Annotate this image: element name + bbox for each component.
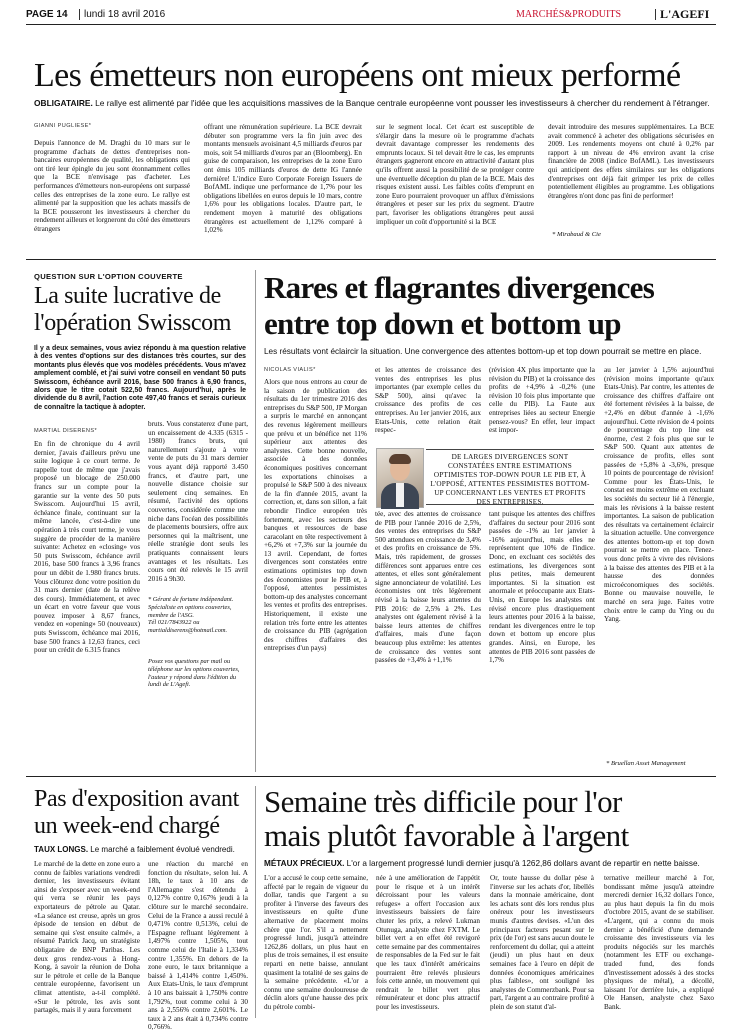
page-header <box>26 8 716 22</box>
article4-headline-line1: Pas d'exposition avant <box>34 786 239 812</box>
column-divider-left <box>255 270 256 772</box>
header-rule <box>26 24 716 25</box>
pull-quote <box>426 449 594 505</box>
page-number: PAGE 14 <box>26 9 68 20</box>
article2-signature <box>148 596 248 656</box>
article1-footnote: * Mirabaud & Cie <box>552 231 601 238</box>
article2-col2: bruts. Vous constaterez d'une part, un encaissement de 4.335 (6315 - 1980) francs bruts, qui naturellement s'ajoute à votre vente de puts du 31 mars dernier vous ayant déjà rapporté 3.450 francs, et d'autre part, une nouvelle distance choisie sur seulement cinq semaines. En résumé, l'activité des options couvertes, considérée comme une niche dans l'océan des possibilités de placements boursiers, offre aux personnes qui la maîtrisent, une réelle stratégie dont seuls les pratiquants connaissent leurs avantages et les résultats. Les cours ont été relevés le 15 avril 2016 à 9h30. <box>148 420 248 583</box>
article1-deck <box>34 98 714 108</box>
article4-kicker: TAUX LONGS. <box>34 845 89 854</box>
article3-col1: Alors que nous entrons au cœur de la saison de publication des résultats du 1er trimestre 2016 des entreprises du S&P 500, JP Morgan a surpris le marché en annonçant des revenus légèrement meilleurs que prévu et un bénéfice net 11% supérieur aux attentes des analystes. Cette bonne nouvelle, associée à des données économiques positives concernant les exportations chinoises a propulsé le S&P 500 à des niveaux de la fin d'année 2015, avant la correction, et, dans son sillon, a fait rebondir l'indice européen très fortement, avec les secteurs des banques et ressources de base caracolant en tête respectivement à +6,2% et +7,3% sur la journée du 13 avril. Cependant, de fortes divergences sont constatées entre estimations optimistes top down des économistes pour le PIB et, à l'opposé, attentes pessimistes bottom-up des analystes concernant les ventes et profits des entreprises. Historiquement, il existe une relation très forte entre les attentes de croissance du PIB (agrégation des chiffres d'affaires des entreprises d'un pays) <box>264 378 367 653</box>
header-separator-right <box>655 9 656 20</box>
header-separator <box>79 9 80 20</box>
article5-kicker: MÉTAUX PRÉCIEUX. <box>264 859 345 868</box>
article1-col2: offrant une rémunération supérieure. La BCE devrait débuter son programme vers la fin juin avec des montants mensuels avoisinant 4,5 milliards d'euros par mois, soit 54 milliards d'euros par an (Bloomberg). En guise de comparaison, les entreprises de la zone Euro ont émis 105 milliards d'euros de dette IG l'année dernière! L'indice Euro Corporate Foreign Issuers de BofAML indique une performance de 1,7% pour les obligations libellées en euros depuis le 10 mars, contre 1,6% pour les obligations locales. D'autre part, le rendement moyen à maturité des obligations étrangères est actuellement de 1,12% comparé à 1,02% <box>204 123 362 235</box>
author-photo-hair <box>389 454 411 464</box>
article3-byline: NICOLAS VIALIS* <box>264 367 316 373</box>
article2-headline-line2: l'opération Swisscom <box>34 310 231 336</box>
article5-headline-line1: Semaine très difficile pour l'or <box>264 784 622 819</box>
article2-contact-note: Posez vos questions par mail ou téléphone sur les options couvertes, l'auteur y répond dans l'édition du lundi de L'Agefi. <box>148 658 240 689</box>
article2-signature-line2: Tél 021/7843922 ou martialdiserens@hotmail.com. <box>148 619 228 635</box>
section-divider-2 <box>26 776 716 777</box>
page-date: lundi 18 avril 2016 <box>84 9 166 20</box>
section-divider-1 <box>26 259 716 260</box>
brand-logo: L'AGEFI <box>660 7 710 21</box>
article5-deck-text: L'or a largement progressé lundi dernier jusqu'à 1262,86 dollars avant de repartir en nette baisse. <box>344 859 700 868</box>
article1-kicker: OBLIGATAIRE. <box>34 98 93 108</box>
section-name: MARCHÉS&PRODUITS <box>516 9 622 20</box>
article5-col4: ternative meilleur marché à l'or, bondissant même jusqu'à atteindre mercredi dernier 16,32 dollars l'once, au plus haut depuis la fin du mois d'octobre 2015, avant de se stabiliser. «L'argent, qui a connu du mois dernier a bénéficié d'une demande croissante des investisseurs via les produits négociés sur les marchés (notamment les ETF ou exchange-traded fund, des fonds d'investissement adossés à des stocks physiques de métal), a décollé, laissant l'or derrière lui», a expliqué Ole Hansen, analyste chez Saxo Bank. <box>604 874 714 1011</box>
article1-col3: sur le segment local. Cet écart est susceptible de s'élargir dans la mesure où le programme d'achats devrait davantage compresser les rendements des emprunts locaux. Si tel devait être le cas, les emprunts étrangers gagneront encore en attractivité d'autant plus qu'ils offrent aussi la possibilité de se protéger contre une éventuelle déception du plan de la BCE. Mais des risques existent aussi. Les faibles coûts d'emprunt en zone Euro pourraient provoquer un afflux d'émissions étrangères et peser sur les prix du segment. D'autre part, favoriser les obligations étrangères peut aussi impliquer un coût d'opportunité si la BCE <box>376 123 534 226</box>
article5-headline-line2: mais plutôt favorable à l'argent <box>264 818 629 853</box>
article5-col3: Or, toute hausse du dollar pèse à l'inverse sur les achats d'or, libellés dans la monnaie américaine, dont les achats sont dès lors rendus plus onéreux pour les investisseurs munis d'autres devises. «L'un des principaux facteurs pesant sur le prix (de l'or) est sans aucun doute le renforcement du dollar, qui a atteint (jeudi) un plus haut en deux semaines face à l'euro en dépit de données économiques américaines plus faibles», ont souligné les analystes de Commerzbank. Pour sa part, l'argent a au contraire profité à plein de son statut d'al- <box>490 874 594 1011</box>
article5-col1: L'or a accusé le coup cette semaine, affecté par le regain de vigueur du dollar, tandis que l'argent a su profiter à l'inverse des faveurs des investisseurs en quête d'une alternative de placement moins chère que l'or. S'il a nettement progressé lundi, jusqu'à atteindre 1262,86 dollars, un plus haut en plus de trois semaines, il est ensuite reparti en nette baisse, annulant quasiment la totalité de ses gains de la semaine précédente. «L'or a connu une semaine douloureuse de déclin alors qu'une hausse des prix du pétrole combi- <box>264 874 368 1011</box>
article1-col1: Depuis l'annonce de M. Draghi du 10 mars sur le programme d'achats de dettes d'entreprises non-bancaires européennes de qualité, les obligations qui ont tiré leur épingle du jeu sont étonnamment celles que la BCE n'envisage pas d'acheter. Les performances d'émetteurs non-européens ont surpassé celles des entreprises de la zone euro. Le rallye est alimenté par la supposition que les achats massifs de la BCE pousseront les investisseurs à chercher du rendement ailleurs et lorgneront du côté des émetteurs étrangers <box>34 139 190 233</box>
article4-headline-line2: un week-end chargé <box>34 813 220 839</box>
article3-col3b: tant puisque les attentes des chiffres d'affaires du secteur pour 2016 sont passées de -1% au 1er janvier à -16% aujourd'hui, mais elles ne représentent que 10% de l'indice. Donc, en excluant ces sociétés des estimations, les divergences sont plus petites, mais demeurent importantes. Si la situation est anormale et préoccupante aux Etats-Unis, en Europe les analystes ont révisé encore plus drastiquement leurs attentes pour 2016 à la baisse, rendant les divergences entre le top down et bottom up encore plus grandes. Ainsi, en Europe, les attentes de PIB 2016 sont passées de 1,7% <box>489 510 595 665</box>
article3-col2a: et les attentes de croissance des ventes des entreprises les plus importantes (par exemple celles du S&P 500), ainsi qu'avec la croissance des profits de ces entreprises. Au 1er janvier 2016, aux Etats-Unis, cette relation était respec- <box>375 366 481 435</box>
pull-quote-text: DE LARGES DIVERGENCES SONT CONSTATÉES ENTRE ESTIMATIONS OPTIMISTES TOP-DOWN POUR LE PIB ET, À L'OPPOSÉ, ATTENTES PESSIMISTES BOTTOM-UP CONCERNANT LES VENTES ET PROFITS DES ENTREPRISES. <box>430 453 590 506</box>
article5-col2: née à une amélioration de l'appétit pour le risque et à un intérêt décroissant pour les valeurs refuges» a offert l'occasion aux investisseurs baissiers de faire chuter les prix, a relevé Lukman Otunuga, analyste chez FXTM. Le billet vert a en effet été revigoré cette semaine par des commentaires de responsables de la Fed sur le fait que les taux d'intérêt américains pourraient être relevés plusieurs fois cette année, un mouvement qui rendrait le billet vert plus rémunérateur et donc plus attractif pour les investisseurs. <box>376 874 480 1011</box>
article3-col2b: tée, avec des attentes de croissance de PIB pour l'année 2016 de 2,5%, des ventes des entreprises du S&P 500 attendues en croissance de 3,4% et des profits en croissance de 5%. Mais, très rapidement, de grosses différences sont apparues entre ces attentes, et elles sont généralement signe annonciateur de volatilité. Les économistes ont très légèrement révisé à la baisse leurs attentes du PIB 2016: de 2,5% à 2%. Les analystes ont également révisé à la baisse leurs attentes de chiffres d'affaires, mais d'une façon beaucoup plus extrême: les attentes de croissance des ventes sont passées de +3,4% à +1,1% <box>375 510 481 665</box>
article2-byline: MARTIAL DISERENS* <box>34 428 98 434</box>
article1-byline: GIANNI PUGLIESE* <box>34 123 92 129</box>
author-photo-shirt <box>396 483 404 507</box>
article2-deck: Il y a deux semaines, vous aviez répondu à ma question relative à des ventes d'options sur des distances très courtes, sur des montants plus élevés que vos modèles précédents. Vous m'avez amplement comblé, et j'ai suivi votre conseil en vendant 50 puts Swisscom, échéance avril 2016, base 500 francs à 6,90 francs, alors que le titre cotait 522,50 francs. Aujourd'hui, après le dividende du 8 avril, l'action cote 497,40 francs et serais curieux de connaître la tactique à adopter. <box>34 345 246 411</box>
article3-deck: Les résultats vont éclaircir la situation. Une convergence des attentes bottom-up et top down pourrait se mettre en place. <box>264 347 702 356</box>
article4-col2: une réaction du marché en fonction du résultat», selon lui. A 18h, le taux à 10 ans de l'Allemagne s'est détendu à 0,127% contre 0,167% jeudi à la clôture sur le marché secondaire. Celui de la France a aussi reculé à 0,471% contre 0,513%, celui de l'Espagne refluant légèrement à 1,497% contre 1,505%, tout comme celui de l'Italie à 1,334% contre 1,355%. En dehors de la zone euro, le taux britannique a baissé à 1,414% contre 1,450%. Aux Etats-Unis, le taux d'emprunt à 10 ans baissait à 1,750% contre 1,792%, tout comme celui à 30 ans à 2,556% contre 2,601%. Le taux à 2 ans était à 0,734% contre 0,766%. <box>148 860 248 1032</box>
author-photo <box>376 448 424 508</box>
article1-headline: Les émetteurs non européens ont mieux performé <box>34 57 681 94</box>
article4-col1: Le marché de la dette en zone euro a connu de faibles variations vendredi dernier, les investisseurs évitant ainsi de s'exposer avec un week-end qui verra se réunir les pays exportateurs de pétrole au Qatar. «La séance est creuse, après un gros épisode de tension en début de semaine qui s'est ensuite calmé», a résumé Patrick Jacq, un stratégiste obligataire de BNP Paribas. Les deux gros rendez-vous à Hong-Kong, à savoir la réunion de Doha sur le pétrole et celle de la Banque centrale européenne, favorisent un climat attentiste, a-t-il complété. «Sur le pétrole, les avis sont partagés, mais il y aura forcement <box>34 860 140 1015</box>
article4-deck <box>34 845 248 855</box>
article2-headline-line1: La suite lucrative de <box>34 283 221 309</box>
article2-rubric: QUESTION SUR L'OPTION COUVERTE <box>34 272 183 281</box>
article5-deck <box>264 859 714 869</box>
article3-headline-line1: Rares et flagrantes divergences <box>264 270 655 305</box>
article1-deck-text: Le rallye est alimenté par l'idée que les acquisitions massives de la Banque centrale européenne vont pousser les investisseurs à chercher du rendement à l'étranger. <box>92 98 710 108</box>
article3-headline-line2: entre top down et bottom up <box>264 306 621 341</box>
article4-deck-text: Le marché a faiblement évolué vendredi. <box>88 845 235 854</box>
article1-col4: devait introduire des mesures supplémentaires. La BCE avait commencé à acheter des obligations sécurisées en 2009. Les rendements moyens ont chuté à 0,2% par rapport à un niveau de 4% environ avant la crise financière de 2008 (indice BofAML). Les investisseurs qui anticipent des effets similaires sur les obligations d'entreprises ont déjà fait grimper les prix de celles potentiellement éligibles au programme. Les obligations étrangères n'ont donc pas fini de performer! <box>548 123 714 200</box>
article2-signature-line1: * Gérant de fortune indépendant. Spécialiste en options couvertes, membre de l'ASG. <box>148 596 234 619</box>
article3-col3a: (révision 4X plus importante que la révision du PIB) et la croissance des profits de +4,9% à -0,2% (une révision 10 fois plus importante que celle du PIB). La Faute aux entreprises liées au secteur Energie pensez-vous? En effet, leur impact est impor- <box>489 366 595 435</box>
article3-col4: au 1er janvier à 1,5% aujourd'hui (révision moins importante qu'aux Etats-Unis). Par contre, les attentes de croissance des chiffres d'affaire ont été fortement révisées à la baisse, de +2,4% en début d'année à -1,6% aujourd'hui. Cette révision de 4 points de pourcentage du top line est énorme, c'est 2 fois plus que sur le S&P 500. Quant aux attentes de croissance de profits, elles sont passées de +5,8% à -3,6%, presque 10 points de pourcentage de révision! Comme pour les États-Unis, le constat est moins extrême en excluant les sociétés du secteur lié à l'énergie, mais les révisions à la baisse restent importantes. La saison de publication des résultats va certainement éclaircir la situation actuelle. Une convergence des attentes bottom-up et top down pourrait se mettre en place. Tenez-vous donc prêts à vivre des révisions à la baisse des attentes des PIB et à la hausse des données microéconomiques des sociétés. Bonne ou mauvaise nouvelle, le marché en sera juge. Faites votre choix entre le camp du Ying ou du Yang. <box>604 366 714 624</box>
article3-footnote: * Bruellan Asset Management <box>606 760 686 767</box>
column-divider-bottom <box>255 786 256 1018</box>
article2-col1: En fin de chronique du 4 avril dernier, j'avais d'ailleurs prévu une suite logique à ce court terme. Je rappelle tout de même que j'avais proposé un blocage de 250.000 francs sur un compte pour la garantie sur la vente des 50 puts Swisscom. Aujourd'hui 15 avril, échéance finale, continuant sur la même lancée, c'est-à-dire une opération à très court terme, je vous suggère de procéder de la manière suivante: Achetez en «closing» vos 50 puts Swisscom, échéance avril 2016, base 500 francs à 3,96 francs pour un débit de 1.980 francs bruts. Vous clôturez donc votre position du 31 mars dernier (date de la relève des cours). Immédiatement, et avec un écart en votre faveur que vous pouvez imposer à 8,67 francs, vendez en «opening» 50 (nouveaux) puts Swisscom, échéance mai 2016, base 500 francs à 12,63 francs, ceci pour un crédit de 6.315 francs <box>34 440 140 655</box>
